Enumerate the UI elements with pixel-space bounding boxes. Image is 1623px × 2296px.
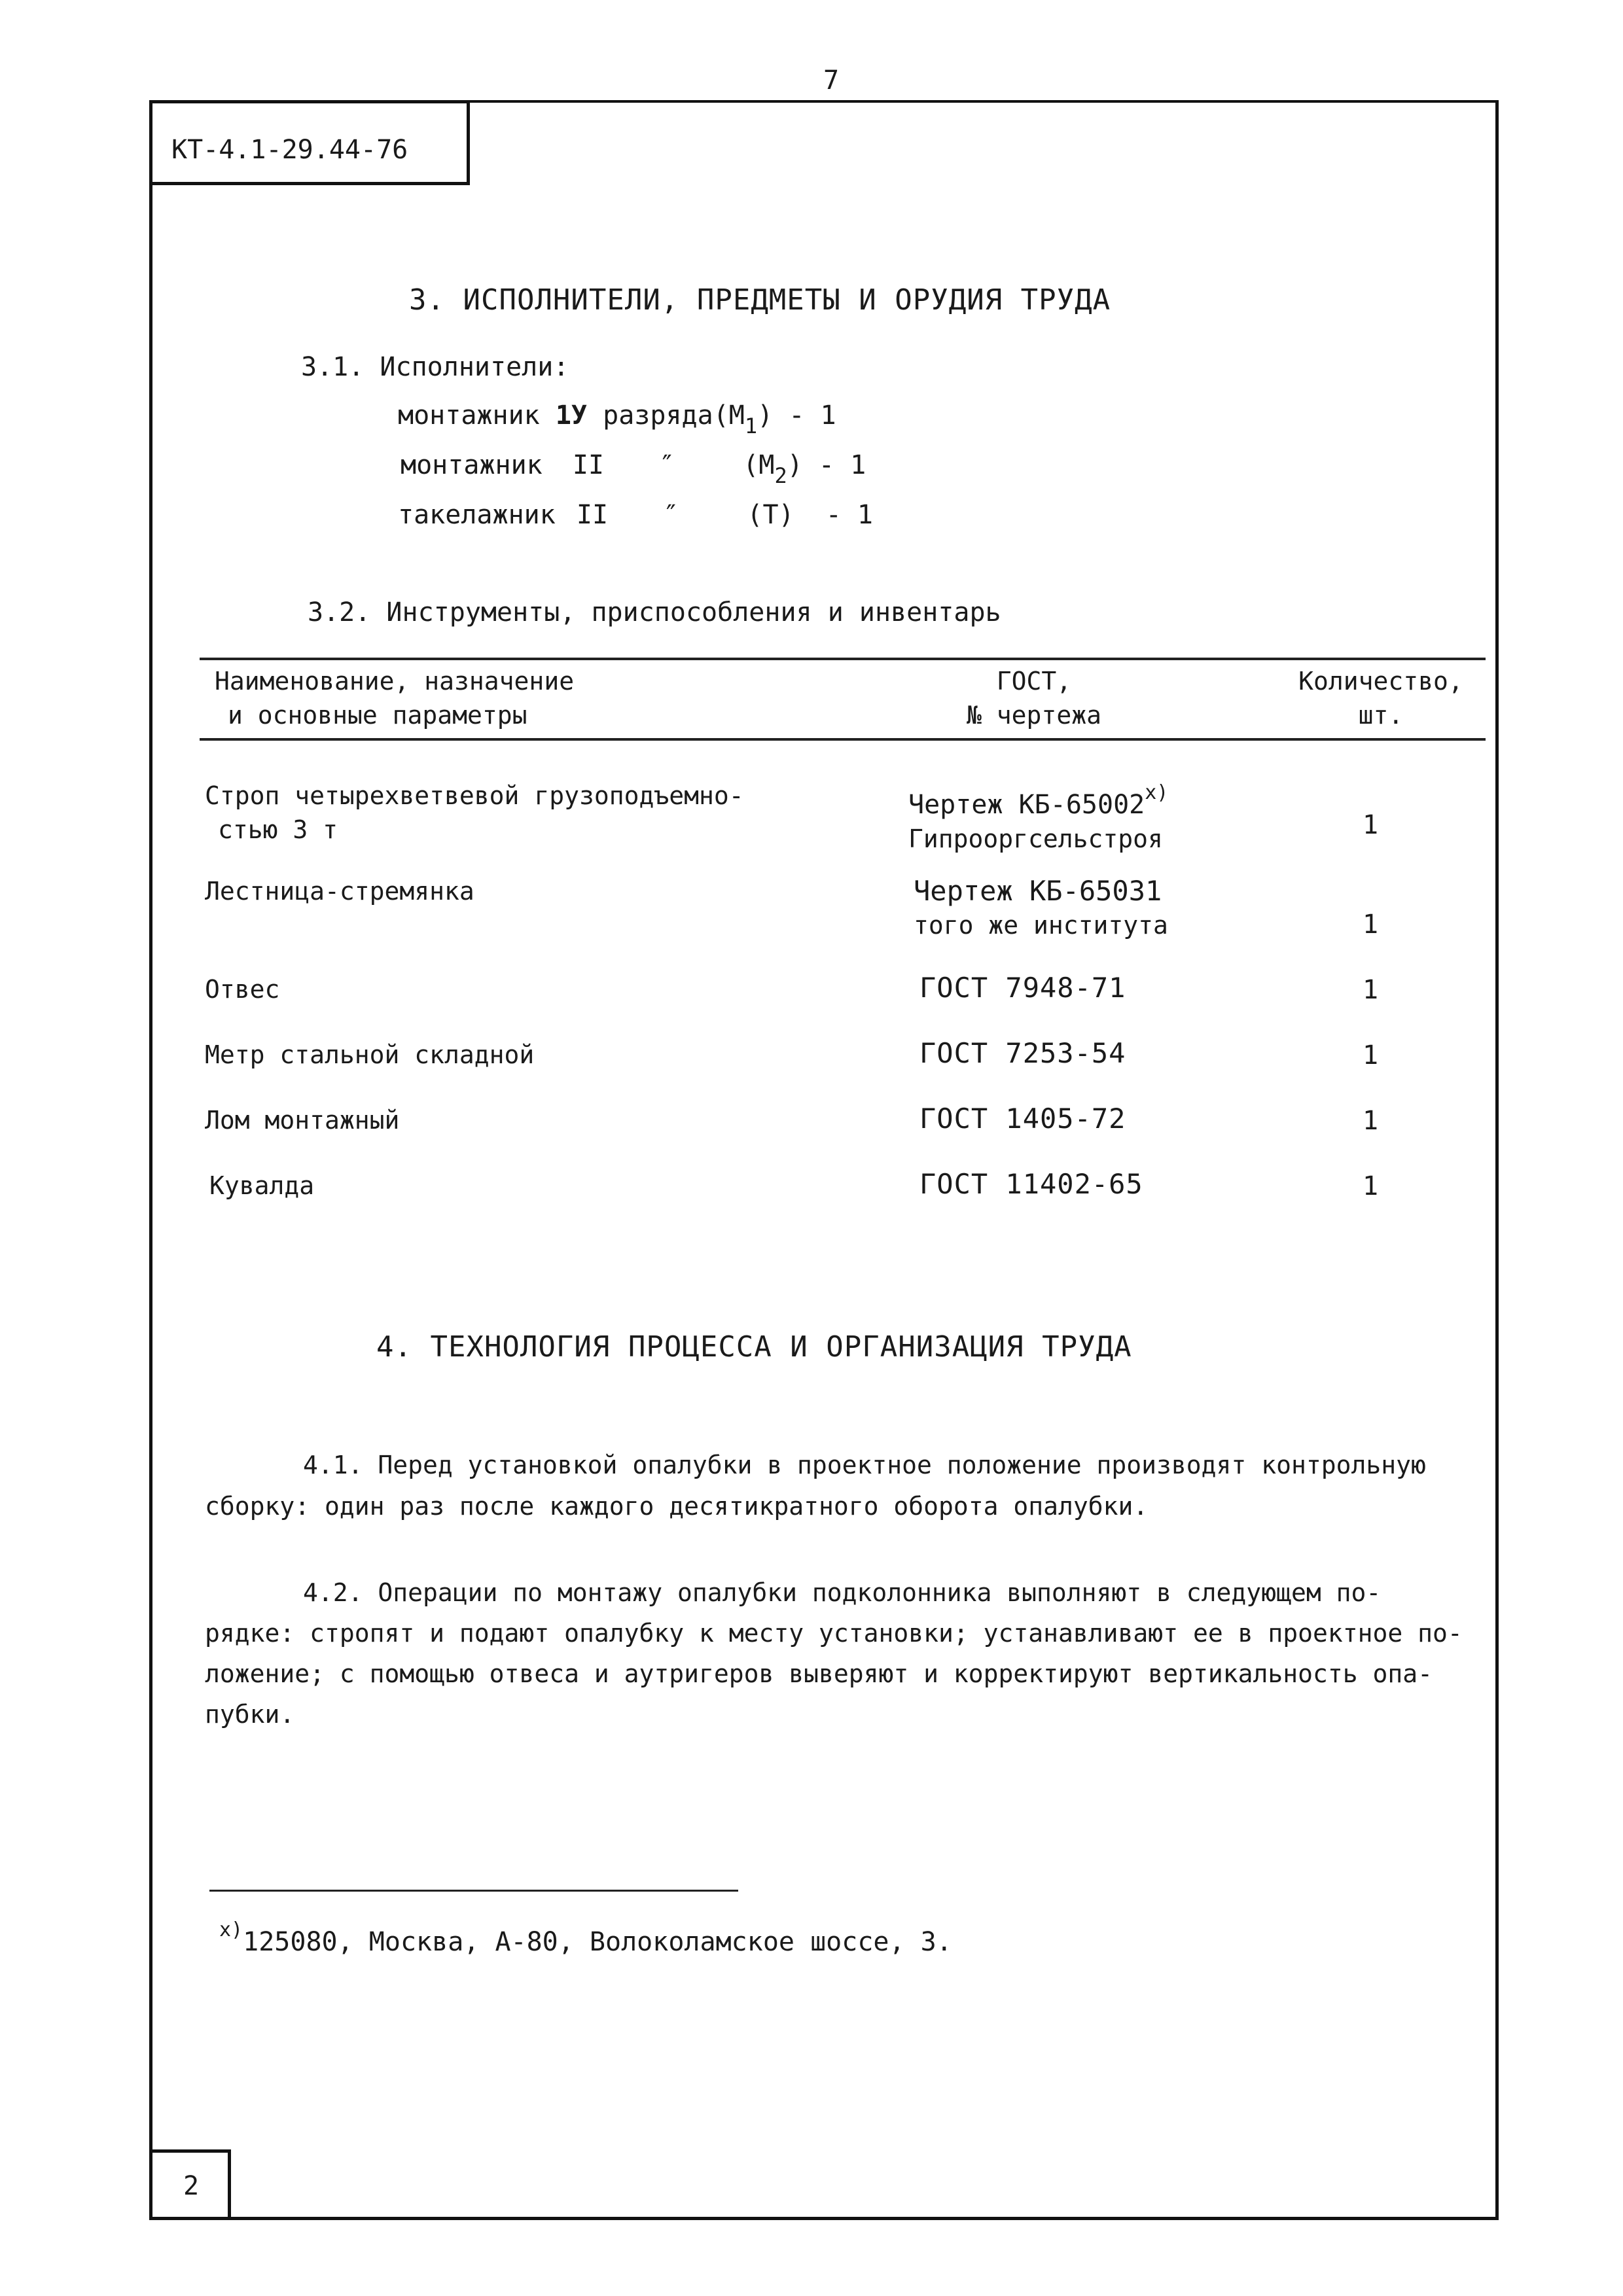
subsection-3-2: 3.2. Инструменты, приспособления и инвентарь [308,597,1001,627]
row-name: Строп четырехветвевой грузоподъемно- стью 3 т [205,781,744,844]
header-qty-line2: шт. [1358,701,1404,730]
table-header-quantity [1283,664,1479,732]
table-header-name [215,664,574,732]
worker-name: монтажник [398,400,540,431]
row-quantity: 1 [1363,810,1379,840]
table-top-rule [200,658,1486,660]
worker-word: ″ [659,450,675,480]
row-gost: Чертеж КБ-65031 того же института [914,875,1168,940]
worker-row [398,400,836,438]
row-quantity: 1 [1363,975,1379,1005]
header-name-line1: Наименование, назначение [215,667,575,696]
row-name: Кувалда [209,1171,315,1200]
frame-bottom-border [149,2217,1499,2220]
worker-name: такелажник [398,500,556,530]
worker-code: (М [743,450,775,480]
worker-grade: 1У [555,400,588,431]
section4-title: 4. ТЕХНОЛОГИЯ ПРОЦЕССА И ОРГАНИЗАЦИЯ ТРУДА [376,1330,1132,1364]
row-quantity: 1 [1363,1040,1379,1070]
document-code: КТ-4.1-29.44-76 [171,135,408,165]
row-name: Лом монтажный [205,1106,400,1135]
paragraph-4-2: 4.2. Операции по монтажу опалубки подколонника выполняют в следующем по- рядке: стропят и подают опалубку к месту установки; устанавливают ее в проектное по- ложение; с помощью отвеса и аутригеров выверяют и корректируют вертикальность опа- пубки. [205,1578,1463,1729]
worker-grade: II [576,500,609,530]
footnote [219,1918,952,1957]
frame-right-border [1495,100,1499,2217]
header-qty-line1: Количество, [1298,667,1463,696]
row-quantity: 1 [1363,1106,1379,1136]
worker-word: разряда [603,400,713,431]
worker-count: - 1 [818,450,866,480]
footnote-text: 125080, Москва, А-80, Волоколамское шоссе, 3. [243,1927,952,1957]
row-name: Лестница-стремянка [205,877,474,906]
row-quantity: 1 [1363,1171,1379,1201]
row-gost: ГОСТ 1405-72 [919,1103,1126,1135]
table-header-rule [200,738,1486,741]
worker-row [398,500,873,530]
worker-code: (Т) [747,500,794,530]
worker-word: ″ [663,500,679,530]
row-gost: ГОСТ 7948-71 [919,972,1126,1004]
header-name-line2: и основные параметры [228,701,527,730]
row-name: Отвес [205,975,280,1004]
row-quantity: 1 [1363,910,1379,940]
worker-grade: II [572,450,605,480]
worker-code-close: ) [757,400,774,431]
worker-count: - 1 [789,400,836,431]
row-gost: ГОСТ 7253-54 [919,1037,1126,1069]
row-gost: Чертеж КБ-65002$^{x)}$ Гипрооргсельстроя [908,781,1169,853]
footnote-mark: x) [219,1918,243,1941]
worker-code-close: ) [787,450,803,480]
section3-title: 3. ИСПОЛНИТЕЛИ, ПРЕДМЕТЫ И ОРУДИЯ ТРУДА [409,283,1111,317]
page-number: 7 [823,65,840,96]
sheet-number: 2 [183,2171,200,2201]
footnote-rule [209,1890,738,1892]
worker-count: - 1 [825,500,873,530]
worker-code: (М [713,400,745,431]
header-gost-line1: ГОСТ, [996,667,1072,696]
worker-code-index: 1 [744,414,758,438]
header-gost-line2: № чертежа [967,701,1101,730]
table-header-gost [929,664,1139,732]
worker-code-index: 2 [774,463,787,488]
row-name: Метр стальной складной [205,1040,535,1069]
worker-row [401,450,866,488]
worker-name: монтажник [401,450,543,480]
paragraph-4-1: 4.1. Перед установкой опалубки в проектное положение производят контрольную сборку: один раз после каждого десятикратного оборота опалубки. [205,1451,1426,1521]
footnote-mark: x) [1145,781,1169,804]
frame-left-border [149,100,152,2220]
row-gost: ГОСТ 11402-65 [919,1168,1143,1200]
subsection-3-1: 3.1. Исполнители: [301,352,569,382]
